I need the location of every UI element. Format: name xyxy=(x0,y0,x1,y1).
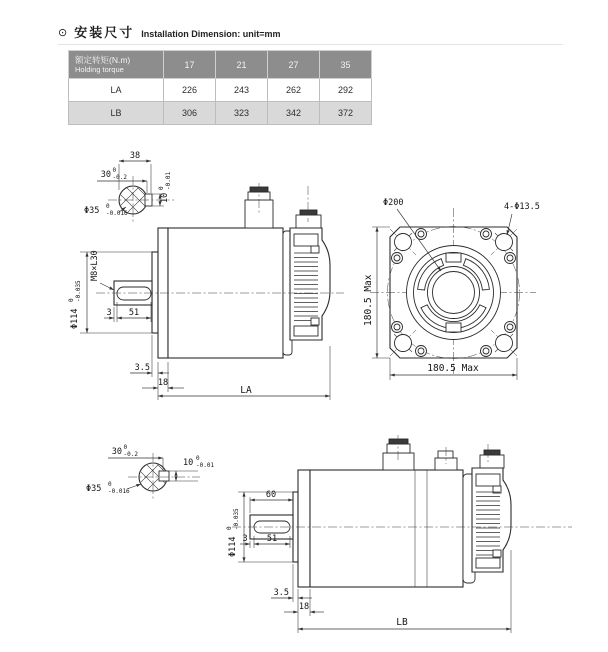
row-label-la: LA xyxy=(69,79,164,102)
dim-10-tol-upper: 0 xyxy=(196,455,200,462)
dim-3-5-label: 3.5 xyxy=(273,588,289,598)
dim-phi35-label: Φ35 xyxy=(86,484,102,494)
section-title-zh: 安装尺寸 xyxy=(74,25,135,40)
section-bullet-icon: ⊙ xyxy=(58,27,68,39)
dim-lb-label: LB xyxy=(396,617,408,628)
dim-10-tol-upper: 0 xyxy=(158,186,165,190)
dim-phi35-tol-lower: -0.016 xyxy=(106,210,128,217)
motor-side-view-bottom xyxy=(232,435,572,587)
dim-60-label: 60 xyxy=(265,490,277,500)
torque-label-en: Holding torque xyxy=(75,65,124,74)
la-value-4: 292 xyxy=(320,79,372,102)
dim-holes-label: 4-Φ13.5 xyxy=(504,202,540,212)
encoder-connector xyxy=(472,444,511,572)
flange-plate xyxy=(298,470,310,587)
la-value-1: 226 xyxy=(164,79,216,102)
shaft-keyway xyxy=(117,287,151,300)
dim-3-label: 3 xyxy=(106,308,112,318)
encoder-connector xyxy=(290,186,330,340)
dim-30-label: 30 xyxy=(100,170,111,180)
dim-10-label: 10 xyxy=(183,458,194,468)
lb-value-1: 306 xyxy=(164,102,216,125)
dim-10-tol-lower: -0.01 xyxy=(196,462,215,469)
dim-30-tol-lower: -0.2 xyxy=(112,174,127,181)
dim-30-label: 30 xyxy=(111,447,122,457)
torque-col-4: 35 xyxy=(320,51,372,79)
brake-connector xyxy=(435,447,457,470)
dim-51-label: 51 xyxy=(266,534,278,544)
flange-front-view xyxy=(363,198,540,380)
dim-phi114-tol-upper: 0 xyxy=(226,526,233,530)
torque-col-1: 17 xyxy=(164,51,216,79)
keyway-section xyxy=(159,471,169,481)
dim-phi114-label: Φ114 xyxy=(70,308,80,329)
dim-width-label: 180.5 Max xyxy=(427,363,479,374)
keyway-thread-label: M8×L30 xyxy=(90,250,100,281)
la-value-3: 262 xyxy=(268,79,320,102)
dim-phi114-label: Φ114 xyxy=(228,536,238,557)
dim-30-tol-lower: -0.2 xyxy=(123,451,138,458)
dim-3-label: 3 xyxy=(242,534,248,544)
dim-height-label: 180.5 Max xyxy=(363,274,374,326)
la-value-2: 243 xyxy=(216,79,268,102)
dim-la-label: LA xyxy=(240,385,252,396)
lb-value-3: 342 xyxy=(268,102,320,125)
slot-notch-bottom xyxy=(446,323,461,332)
dim-30-tol-upper: 0 xyxy=(123,444,128,451)
dim-phi114-tol-upper: 0 xyxy=(68,298,75,302)
dim-30-tol-upper: 0 xyxy=(112,167,117,174)
dim-10-label: 10 xyxy=(160,192,170,203)
dim-phi114-tol-lower: -0.035 xyxy=(233,508,240,530)
shaft-hole xyxy=(433,272,475,314)
dim-phi35-tol-lower: -0.016 xyxy=(108,488,130,495)
lb-value-4: 372 xyxy=(320,102,372,125)
dim-51-label: 51 xyxy=(128,308,140,318)
torque-label-zh: 额定转矩(N.m) xyxy=(75,55,131,65)
shaft-section-detail-bottom xyxy=(86,444,214,501)
lb-value-2: 323 xyxy=(216,102,268,125)
torque-col-2: 21 xyxy=(216,51,268,79)
motor-body xyxy=(310,470,463,587)
dim-18-label: 18 xyxy=(298,602,310,612)
section-title-en: Installation Dimension: unit=mm xyxy=(141,29,281,39)
dim-phi35-tol-upper: 0 xyxy=(106,203,110,210)
dim-38-label: 38 xyxy=(129,151,141,161)
dim-phi35-tol-upper: 0 xyxy=(108,481,112,488)
dim-3-5-label: 3.5 xyxy=(134,363,150,373)
dim-phi35-label: Φ35 xyxy=(84,206,100,216)
dim-phi114-tol-lower: -0.035 xyxy=(75,280,82,302)
dim-18-label: 18 xyxy=(157,378,169,388)
row-label-lb: LB xyxy=(69,102,164,125)
torque-col-3: 27 xyxy=(268,51,320,79)
flange-spigot xyxy=(152,252,158,333)
power-connector xyxy=(383,435,414,470)
dim-10-tol-lower: -0.01 xyxy=(165,171,172,190)
dim-phi200-label: Φ200 xyxy=(383,198,404,208)
power-connector xyxy=(245,183,273,228)
slot-notch-top xyxy=(446,253,461,262)
shaft-section-detail-top xyxy=(84,151,174,224)
